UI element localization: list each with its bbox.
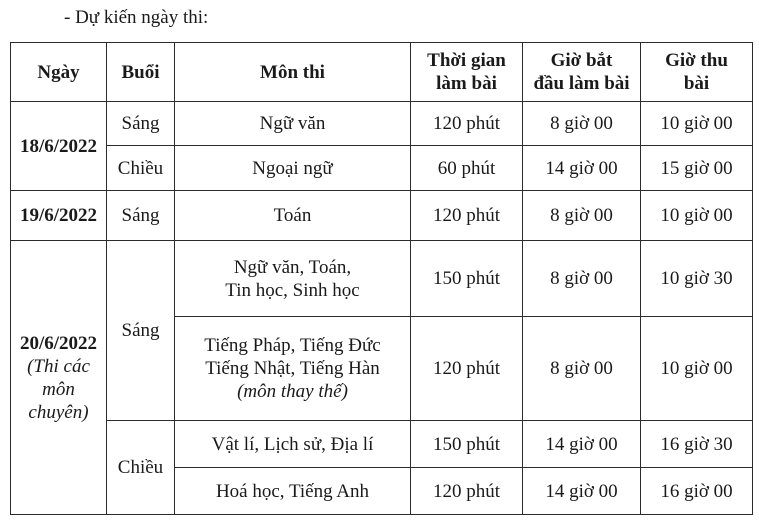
subject-line1: Tiếng Pháp, Tiếng Đức — [204, 335, 381, 356]
header-duration — [411, 43, 523, 102]
subject-cell — [175, 241, 411, 317]
header-start-time — [523, 43, 641, 102]
exam-schedule-table — [10, 42, 753, 515]
end-time-cell: 16 giờ 00 — [641, 468, 753, 515]
end-time-cell: 10 giờ 00 — [641, 191, 753, 241]
table-header-row — [11, 43, 753, 102]
header-start-line2: đầu làm bài — [533, 73, 630, 94]
duration-cell: 120 phút — [411, 317, 523, 421]
session-cell: Chiều — [107, 146, 175, 191]
header-subject: Môn thi — [175, 43, 411, 102]
date-note-line2: môn — [42, 378, 75, 400]
subject-line2: Tiếng Nhật, Tiếng Hàn — [205, 358, 380, 379]
duration-cell: 120 phút — [411, 102, 523, 146]
date-cell-specialized — [11, 241, 107, 515]
end-time-cell: 16 giờ 30 — [641, 421, 753, 468]
start-time-cell: 8 giờ 00 — [523, 191, 641, 241]
start-time-cell: 14 giờ 00 — [523, 146, 641, 191]
header-start-line1: Giờ bắt — [550, 50, 613, 71]
table-row — [11, 146, 753, 191]
intro-text: - Dự kiến ngày thi: — [64, 7, 209, 28]
table-row — [11, 191, 753, 241]
header-end-time — [641, 43, 753, 102]
date-note-line3: chuyên) — [28, 401, 89, 423]
subject-line2: Tin học, Sinh học — [225, 279, 360, 301]
start-time-cell: 8 giờ 00 — [523, 317, 641, 421]
duration-cell: 150 phút — [411, 241, 523, 317]
session-cell: Sáng — [107, 241, 175, 421]
duration-cell: 120 phút — [411, 468, 523, 515]
duration-cell: 60 phút — [411, 146, 523, 191]
date-cell: 19/6/2022 — [11, 191, 107, 241]
table-row — [11, 241, 753, 317]
start-time-cell: 14 giờ 00 — [523, 468, 641, 515]
header-end-line2: bài — [683, 73, 710, 94]
subject-cell: Toán — [175, 191, 411, 241]
subject-cell: Hoá học, Tiếng Anh — [175, 468, 411, 515]
subject-cell: Ngoại ngữ — [175, 146, 411, 191]
start-time-cell: 8 giờ 00 — [523, 102, 641, 146]
session-cell: Chiều — [107, 421, 175, 515]
date-text: 20/6/2022 — [19, 332, 98, 354]
subject-note: (môn thay thế) — [237, 381, 348, 402]
start-time-cell: 8 giờ 00 — [523, 241, 641, 317]
header-session: Buổi — [107, 43, 175, 102]
duration-cell: 120 phút — [411, 191, 523, 241]
duration-cell: 150 phút — [411, 421, 523, 468]
subject-cell: Ngữ văn — [175, 102, 411, 146]
end-time-cell: 10 giờ 00 — [641, 102, 753, 146]
table-row — [11, 102, 753, 146]
header-duration-line1: Thời gian — [427, 50, 506, 71]
date-cell: 18/6/2022 — [11, 102, 107, 191]
end-time-cell: 10 giờ 30 — [641, 241, 753, 317]
subject-cell — [175, 317, 411, 421]
end-time-cell: 15 giờ 00 — [641, 146, 753, 191]
header-day: Ngày — [11, 43, 107, 102]
session-cell: Sáng — [107, 191, 175, 241]
end-time-cell: 10 giờ 00 — [641, 317, 753, 421]
start-time-cell: 14 giờ 00 — [523, 421, 641, 468]
header-duration-line2: làm bài — [436, 73, 497, 94]
table-row — [11, 421, 753, 468]
date-note-line1: (Thi các — [27, 355, 90, 377]
subject-cell: Vật lí, Lịch sử, Địa lí — [175, 421, 411, 468]
header-end-line1: Giờ thu — [665, 50, 728, 71]
subject-line1: Ngữ văn, Toán, — [233, 256, 352, 278]
session-cell: Sáng — [107, 102, 175, 146]
